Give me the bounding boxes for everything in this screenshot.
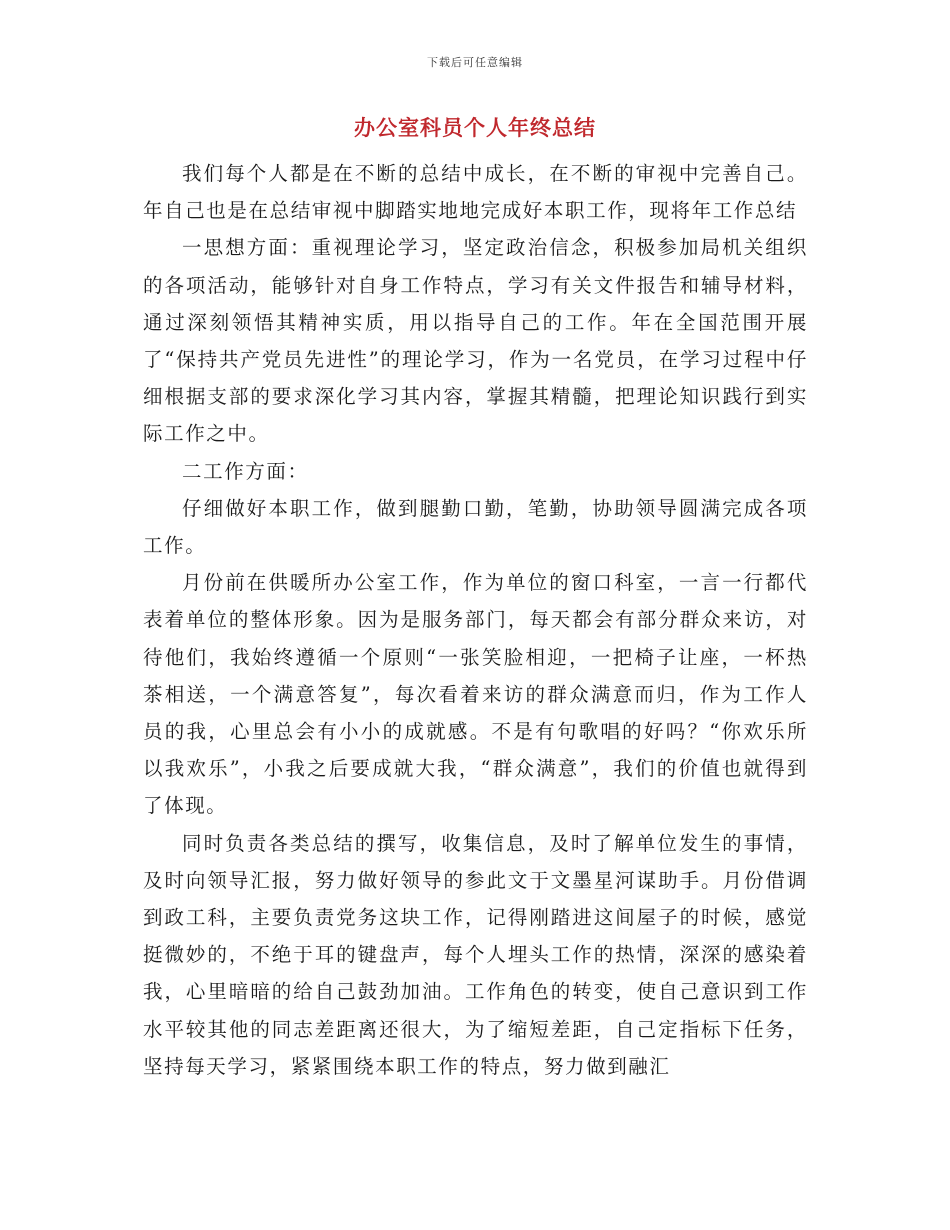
document-title: 办公室科员个人年终总结	[354, 115, 596, 140]
paragraph-intro: 我们每个人都是在不断的总结中成长，在不断的审视中完善自己。年自己也是在总结审视中脚踏实地地完成好本职工作，现将年工作总结	[143, 162, 808, 223]
paragraph-office-work: 月份前在供暖所办公室工作，作为单位的窗口科室，一言一行都代表着单位的整体形象。因为是服务部门，每天都会有部分群众来访，对待他们，我始终遵循一个原则“一张笑脸相迎，一把椅子让座，一杯热茶相送，一个满意答复”，每次看着来访的群众满意而归，作为工作人员的我，心里总会有小小的成就感。不是有句歌唱的好吗？“你欢乐所以我欢乐”，小我之后要成就大我，“群众满意”，我们的价值也就得到了体现。	[143, 571, 808, 818]
paragraph-writing-work: 同时负责各类总结的撰写，收集信息，及时了解单位发生的事情，及时向领导汇报，努力做好领导的参此文于文墨星河谋助手。月份借调到政工科，主要负责党务这块工作，记得刚踏进这间屋子的时候，感觉挺微妙的，不绝于耳的键盘声，每个人埋头工作的热情，深深的感染着我，心里暗暗的给自己鼓劲加油。工作角色的转变，使自己意识到工作水平较其他的同志差距离还很大，为了缩短差距，自己定指标下任务，坚持每天学习，紧紧围绕本职工作的特点，努力做到融汇	[143, 831, 808, 1078]
document-body	[143, 155, 808, 1085]
paragraph-duties: 仔细做好本职工作，做到腿勤口勤，笔勤，协助领导圆满完成各项工作。	[143, 496, 808, 558]
header-note: 下载后可任意编辑	[427, 56, 523, 69]
paragraph-work-heading: 二工作方面：	[182, 459, 309, 483]
paragraph-ideology: 一思想方面：重视理论学习，坚定政治信念，积极参加局机关组织的各项活动，能够针对自身工作特点，学习有关文件报告和辅导材料，通过深刻领悟其精神实质，用以指导自己的工作。年在全国范围开展了“保持共产党员先进性”的理论学习，作为一名党员，在学习过程中仔细根据支部的要求深化学习其内容，掌握其精髓，把理论知识践行到实际工作之中。	[143, 236, 808, 446]
